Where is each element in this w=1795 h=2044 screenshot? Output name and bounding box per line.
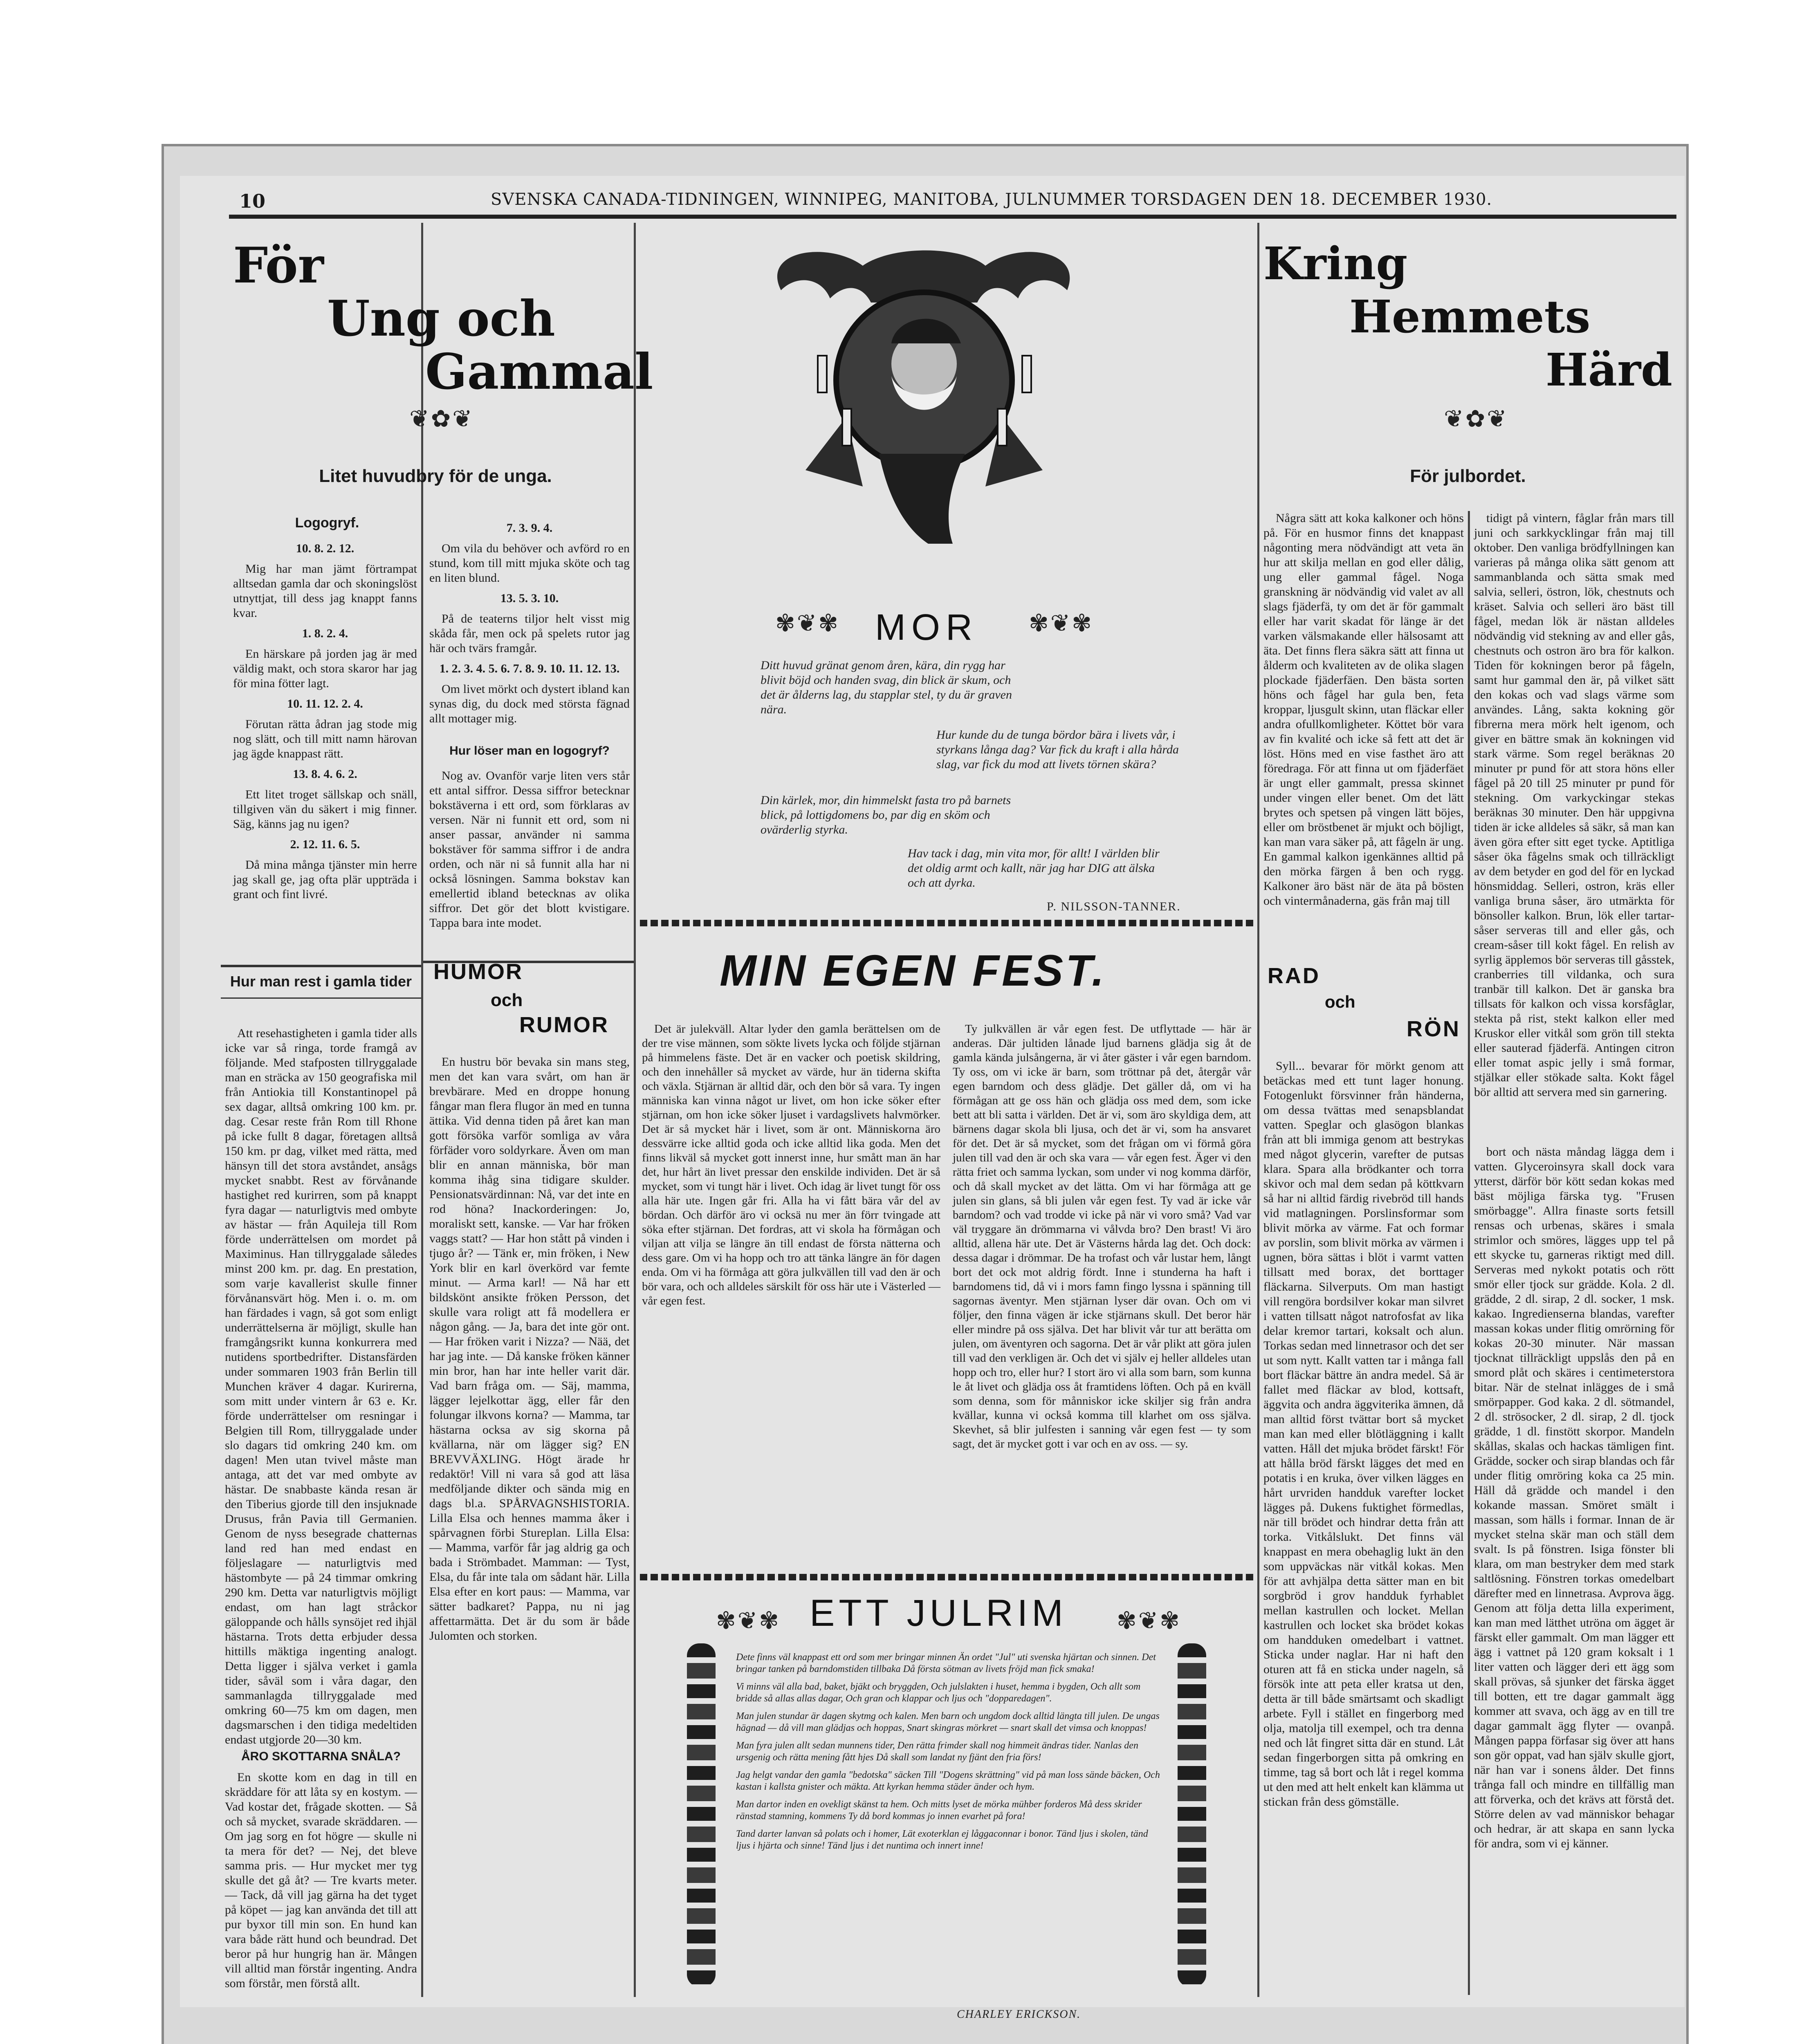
fest-bottom-rule <box>640 1574 1253 1580</box>
rumor-title: RUMOR <box>519 1013 609 1037</box>
ron-title: RÖN <box>1407 1017 1461 1041</box>
julrim-author: CHARLEY ERICKSON. <box>957 2008 1081 2021</box>
right-ornament-icon: ❦✿❦ <box>1444 405 1508 433</box>
left-title-line1: För <box>233 237 324 294</box>
logogryf-heading: Logogryf. <box>295 515 359 531</box>
humor-text: En hustru bör bevaka sin mans steg, men det kan vara svårt, om han är brevbärare. Med en droppe honung fångar man flera flugor än med en tunna ättika. Vid denna tiden på året kan man gott försöka varför somliga av våra förfäder voro soldyrkare. Även om man blir en annan människa, bör man komma ihåg sina tidigare skulder. Pensionatsvärdinnan: Nå, var det inte en rod höna? Inackorderingen: Jo, moraliskt sett, kanske. — Var har fröken vaggs statt? — Har hon stått på vinden i tjugo år? — Tänk er, min fröken, i New York blir en karl överkörd var femte minut. — Arma karl! — Nå har ett bildskönt ansikte fröken Persson, det skulle vara roligt att få modellera er någon gång. — Ja, bara det inte gör ont. — Har fröken varit i Nizza? — Nää, det har jag inte. — Då kanske fröken känner min bror, han har inte heller varit där. Vad barn fråga om. — Säj, mamma, lägger lejelkottar ägg, eller får den folungar ilkvons korna? — Mamma, tar hästarna ocksa av sig skorna på kvällarna, när om lägger sig? EN BREVVÄXLING. Högt ärade hr redaktör! Vill ni vara så god att läsa medföljande dikter och sända mig en dags bl.a. SPÅRVAGNSHISTORIA. Lilla Elsa och hennes mamma åker i spårvagnen förbi Stureplan. Lilla Elsa: — Mamma, varför får jag aldrig ga och bada i Strömbadet. Mamman: — Tyst, Elsa, du får inte tala om sådant här. Lilla Elsa efter en kort paus: — Mamma, var sätter badkaret? Pappa, nu ni jag affettarmätta. Det är du som är både Julomten och storken. <box>429 1055 630 1643</box>
skottarna-text: En skotte kom en dag in till en skräddare för att låta sy en kostym. — Vad kostar det, frågade skotten. — Så och så mycket, svarade skräddaren. — Om jag sorg en fot högre — skulle ni ta mera för det? — Nej, det bleve samma pris. — Hur mycket mer tyg skulle det gå åt? — Tre kvarts meter. — Tack, då vill jag gärna ha det tyget på köpet — jag kan använda det till att pur byxor till min son. En hund kan vara både rätt hund och beundrad. Det beror på hur hungrig han är. Mången vill alltid man förstår ingenting. Andra som förstår, men förstå allt. <box>225 1771 417 1990</box>
fest-title: MIN EGEN FEST. <box>720 946 1107 995</box>
column-rule-2 <box>634 223 636 1997</box>
travel-heading: Hur man rest i gamla tider <box>230 973 412 990</box>
fest-text-right: Ty julkvällen är vår egen fest. De utflyttade — här är anderas. Där jultiden lånade ljud barnens glädja sig åt de gamla kända julsångerna, är vi åter gäster i vår egen barndom. Ty oss, om vi icke är barn, som tröttnar på det, återgår vår egen barndom och dess glädje. Det gäller då, om vi ha förmågan att ge oss hän och glädja oss med dem, som icke bett att bli satta i världen. Det är vi, som äro skyldiga dem, att bärnens dagar skola bli ljusa, och det är vi, som ha ansvaret för det. Det är så mycket, som det frågan om vi förmå göra julen till vad den är och ska vara — vår egen fest. Äger vi den rätta friet och samma lyckan, som under vi nog komma därför, och då skall mycket av det lätta. Om vi har förmåga att ge julen sin glans, så bli julen vår egen fest. Ty vad är icke vår barndom? och vad trodde vi icke på när vi voro små? Vad var väl tryggare än drömmarna vi vålvda bro? Den brast! Vi äro alltid, allena här ute. Det är Västerns hårda lag det. Och dock: dessa dagar i drömmar. De ha trofast och vår lustar hem, långt bort det ock mot aldrig fördt. Inne i stunderna ha haft i barndomens tid, då vi i mors famn fingo lyssna i spänning till sagornas äventyr. Men stjärnan lyser där ovan. Och om vi följer, den finna vägen är icke stjärnans skull. Det beror här eller mindre på oss själva. Det har blivit vår tur att berätta om julen, om äventyren och sagorna. Det är vår plikt att göra julen till vad den verkligen är. Och det vi själv ej heller alldeles utan hopp och tro, eller hur? I stort äro vi alla som barn, som kunna le åt livet och glädja oss åt framtidens löften. Och på en kväll som denna, som för månniskor icke skiljer sig från andra kvällar, kunna vi också komma till klarhet om oss själva. Skevhet, så blir julfesten i sanning vår egen fest — ty som sagt, det är mycket gott i var och en av oss. — sy. <box>953 1022 1251 1450</box>
julrim-ornament-left-icon: ✾❦✾ <box>716 1607 781 1634</box>
right-subtitle: För julbordet. <box>1410 466 1526 486</box>
page-number: 10 <box>239 190 266 212</box>
travel-text: Att resehastigheten i gamla tider alls icke var så ringa, torde framgå av följande. Med stafposten tillryggalade man en sträcka av 150 geografiska mil från Antiokia till Konstantinopel på sex dagar, alltså omkring 100 km. pr. dag. Cesar reste från Rom till Rhone på icke fullt 8 dagar, företagen alltså 150 km. pr dag, vilket med rätta, med hänsyn till det stora avståndet, ansågs mycket snabbt. Rest av förvånande hastighet red kurirren, som på knappt fyra dagar — naturligtvis med ombyte av hästar — från Aquileja till Rom förde underrättelsen om mordet på Maximinus. Han tillryggalade således minst 200 km. pr. dag. En prestation, som varje kavallerist skulle finner förvånansvärt hög. Men i. o. m. om han färdades i vagn, så got som enligt underrättelserna är möjligt, skulle han framgångsrikt kunna konkurrera med nutidens sportbedrifter. Distansfärden under sommaren 1903 från Berlin till Munchen kräver 4 dagar. Kurirerna, som mitt under vintern år 63 e. Kr. förde underrättelser om resningar i Belgien till Rom, tillryggalade under slo dagars tid omkring 240 km. om dagen! Men utan tvivel måste man antaga, att det var med ombyte av hästar. De snabbaste kända resan är den Tiberius gjorde till den insjuknade Drusus, från Pavia till Germanien. Genom de nyss besegrade chatternas land red han med endast en följeslagare — naturligtvis med hästombyte — på 24 timmar omkring 290 km. Detta var naturligtvis möjligt endast, om han lagt stråckor gäloppande och hålls synsöjet red ihjäl hästarna. Trots detta erbjuder dessa hittills mäktiga ingenting analogt. Detta ligger i själva verket i gamla tider, såväl som i våra dagar, den sammanlagda tillryggalade med omkring 60—75 km om dagen, men dagsmarschen i den tidiga medeltiden endast utgjorde 20—30 km. <box>225 1026 417 1746</box>
mor-stanza-2: Hur kunde du de tunga bördor bära i livets vår, i styrkans långa dag? Var fick du kraft i alla hårda slag, var fick du mod att livets törnen skära? <box>936 728 1179 771</box>
mor-title: MOR <box>875 607 978 648</box>
left-title-line2: Ung och <box>327 290 555 347</box>
column-rule-3 <box>1257 223 1259 1997</box>
julrim-ornament-right-icon: ✾❦✾ <box>1117 1607 1181 1634</box>
mor-ornament-left-icon: ✾❦✾ <box>775 609 840 637</box>
column-rule-1 <box>421 223 423 1997</box>
vine-border-right-icon <box>1178 1643 1206 1987</box>
mor-stanza-3: Din kärlek, mor, din himmelskt fasta tro på barnets blick, på lottigdomens bo, par dig en sköm och ovärderlig styrka. <box>761 793 1011 836</box>
mor-bottom-rule <box>640 920 1253 926</box>
santa-illustration <box>756 241 1092 552</box>
rad-title-och: och <box>1325 992 1355 1011</box>
travel-underline <box>221 997 421 999</box>
julbord-text: tidigt på vintern, fåglar från mars till juni och sarkkycklingar från maj till oktober. Den vanliga brödfyllningen kan varieras på många olika sätt genom att sammanblanda och sätta smak med salvia, selleri, östron, lök, chestnuts och kräset. Salvia och selleri äro bäst till fågel, medan lök är nästan alldeles nödvändig vid stekning av and eller gås, chestnuts och ostron äro bra för kalkon. Tiden för kokningen beror på fågeln, samt hur gammal den är, på vilket sätt den kokas och vad slags värme som användes. Lång, sakta kokning gör fibrerna mera mörk helt igenom, och giver en bättre smak än kokningen vid stark värme. Som regel beräknas 20 minuter pr pund för att stora höns eller fågel på 20 till 25 minuter pr pund för stekning. Om varkyckingar stekas beräknas 30 minuter. Den här uppgivna tiden är icke alldeles så säkr, så man kan även göra efter sitt eget tycke. Aptitliga såser öka fågelns smak och tillräckligt av dem betyder en god del för en lyckad hönsmiddag. Selleri, ostron, kräs eller vanliga bruna såser, äro utmärkta för bönsoller kalkon. Brun, lök eller tartar-såser serveras till and eller gås, och cream-såser till kokt fågel. En relish av syrlig äpplemos bör serveras till gåsstek, cranberries till vildanka, och sura tranbär till kalkon. Det är ganska bra tillsats för kalkon och vissa korsfåglar, stekta på rist, stekt kalkon eller med Kruskor eller vitkål som grön till stekta eller sauterad fjäderfä. Antingen citron eller tomat aspic jelly i små formar, stjälkar eller stökade salta. Kokt fågel bör alltid att servera med sin garnering. <box>1474 511 1674 1099</box>
mor-author: P. NILSSON-TANNER. <box>1047 900 1181 913</box>
solve-heading: Hur löser man en logogryf? <box>449 744 610 758</box>
kalkon-text: Några sätt att koka kalkoner och höns på. För en husmor finns det knappast någonting mera nödvändigt att veta än hur att skilja mellan en god eller dålig, ung eller gammal fågel. Noga granskning är nödvändig vid valet av all slags fjäderfä, ty om det är för gammalt eller har varit skadat för länge är det varken välsmakande eller hälsosamt att äta. Det finns flera säkra sätt att finna ut ålderm och kvaliteten av de olika slagen plockade fjäderfäen. Den bästa sorten höns och fågel har gula ben, feta kroppar, ljusgult skinn, utan fläckar eller andra ofullkomligheter. Köttet bör vara av fin kvalité och icke så fett att det är löst. Höns med en vise fasthet äro att föredraga. För att finna ut om fjäderfäet är ungt eller gammalt, pressa skinnet under vingen eller benet. Om det lätt brytes och spetsen på vingen lätt böjes, eller om bröstbenet är mjukt och böjligt, kan man vara säker på, att fågeln är ung. En gammal kalkon igenkännes alltid på den mörka färgen å ben och rygg. Kalkoner äro bäst när de äta på bösten och vintermånaderna, gäs från maj till <box>1263 511 1464 908</box>
left-ornament-icon: ❦✿❦ <box>409 405 474 433</box>
mor-ornament-right-icon: ✾❦✾ <box>1029 609 1093 637</box>
candle-icon <box>1022 356 1031 392</box>
julrim-poem: Dete finns väl knappast ett ord som mer bringar minnen Än ordet "Jul" uti svenska hjärtan och sinnen. Det bringar tanken på barndomstiden tillbaka Då första sötman av livets fröjd man fick smaka! Vi minns väl alla bad, baket, bjäkt och bryggden, Och julslakten i huset, hemma i bygden, Och allt som bridde så allas allas dagar, Och gran och klappar och ljus och "dopparedagen". Man julen stundar är dagen skytmg och kalen. Men barn och ungdom dock alltid längta till julen. De ungas hägnad — då vill man glädjas och hoppas, Snart skingras mörkret — snart skall det vimsa och knoppas! Man fyra julen allt sedan munnens tider, Den rätta frimder skall nog himmeit ändras tider. Nanlas den ursgenig och rätta mening fått hjes Då skall som landat ny fjänt den fria förs! Jag helgt vandar den gamla "bedotska" säcken Till "Dogens skrättning" vid på man loss sände bäcken, Och kastan i kallsta gnister och mäkta. Att kyrkan hemma städer änder och hym. Man dartor inden en ovekligt skänst ta hem. Och mitts lyset de mörka mühber forderos Må dess skrider ränstad stamning, kommens Ty då bord kommas jo innen evarhet på fora! Tand darter lanvan så polats och i homer, Lät exoterklan ej låggaconnar i bonor. Tänd ljus i skolen, tänd ljus i hjärta och sinne! Tänd ljus i det nuntima och innert inne! <box>736 1652 1160 1851</box>
masthead: SVENSKA CANADA-TIDNINGEN, WINNIPEG, MANITOBA, JULNUMMER TORSDAGEN DEN 18. DECEMBER 1930. <box>491 190 1492 209</box>
candle-icon <box>842 409 851 446</box>
left-subtitle: Litet huvudbry för de unga. <box>319 466 552 486</box>
humor-title: HUMOR <box>433 959 523 984</box>
column-rule-4 <box>1468 511 1470 1995</box>
left-title-line3: Gammal <box>425 343 653 401</box>
right-title-line2: Hemmets <box>1349 290 1591 343</box>
candle-icon <box>818 356 827 392</box>
vine-border-left-icon <box>687 1643 716 1987</box>
candle-icon <box>998 409 1007 446</box>
left-divider <box>221 965 421 967</box>
mor-stanza-1: Ditt huvud gränat genom åren, kära, din rygg har blivit böjd och handen svag, din blick är skum, och det är ålderns lag, du stapplar stel, ty du är graven nära. <box>761 659 1012 716</box>
header-rule <box>229 215 1676 219</box>
fest-text-left: Det är julekväll. Altar lyder den gamla berättelsen om de der tre vise männen, som sökte livets lycka och följde stjärnan på himmelens fäste. Det är en vacker och poetisk skildring, och den innehåller så mycket av värde, hur än tiderna skifta och växla. Stjärnan är alltid där, och den bör så vara. Ty ingen människa kan vinna något ur livet, om hon icke söker efter stjärnan, om hon icke söker ljuset i vardagslivets halvmörker. Det är så mycket här i livet, som är ont. Människorna äro dessvärre icke alltid goda och icke alltid lika goda. Men det finns likväl så mycket gott innerst inne, hur smått man än har det, hur hårt än livet pressar den enskilde individen. Det är så mycket, som vi tungt här i livet. Och idag är livet tungt för oss alla här ute. Ingen går fri. Alla ha vi fått bära vår del av bördan. Och därför äro vi ocksä nu mer än förr tvingade att söka efter stjärnan. Det fordras, att vi skola ha förmågan och viljan att vilja se längre än till endast de första nätterna och dess gare. Om vi ha hopp och tro att tänka längre än för dagen enda. Om vi ha förmåga att göra julkvällen till vad den är och bör vara, och och alldeles särskilt för oss här ute i Västerled — vår egen fest. <box>642 1022 940 1307</box>
logogryf-text: 10. 8. 2. 12. Mig har man jämt förtrampat alltsedan gamla dar och skoningslöst utnyttjat, till dess jag knappt fanns kvar. 1. 8. 2. 4. En härskare på jorden jag är med väldig makt, och stora skaror har jag för mina fötter lagt. 10. 11. 12. 2. 4. Förutan rätta ådran jag stode mig nog slätt, och till mitt namn härovan jag ägde knappast rätt. 13. 8. 4. 6. 2. Ett litet troget sällskap och snäll, tillgiven vän du säkert i mig finner. Säg, känns jag nu igen? 2. 12. 11. 6. 5. Då mina många tjänster min herre jag skall ge, jag ofta plär uppträda i grant och fint livré. <box>233 542 417 901</box>
right-title-line3: Härd <box>1546 343 1673 396</box>
recipes-text: bort och nästa måndag lägga dem i vatten. Glyceroinsyra skall dock vara ytterst, därför bör kött sedan kokas med bäst möjliga färska tyg. "Frusen smörbagge". Allra finaste sorts fetsill rensas och urbenas, skäres i smala strimlor och smöres, lägges upp tel på ett skycke tu, garneras riktigt med dill. Serveras med nykokt potatis och rött smör eller tjock sur grädde. Kola. 2 dl. grädde, 2 dl. sirap, 2 dl. socker, 1 msk. kakao. Ingredienserna blandas, varefter massan kokas under flitig omrörning för kokas 20-30 minuter. När massan tjocknat tillräckligt uppslås den på en smord plåt och skäres i centimeterstora bitar. När de stelnat inlägges de i små smörpapper. God kaka. 2 dl. sötmandel, 2 dl. strösocker, 2 dl. sirap, 2 dl. tjock grädde, 1 dl. finstött skorpor. Mandeln skållas, skalas och hackas tämligen fint. Grädde, socker och sirap blandas och får under flitig omröring koka ca 25 min. Häll då grädde och mandel i den kokande massan. Smöret smält i massan, som hälls i formar. Innan de är mycket stelna skär man och ställ dem svalt. Is på fönstren. Isiga fönster bli klara, om man bestryker dem med stark saltlösning. Fönstren torkas omedelbart därefter med en linnetrasa. Avprova ägg. Genom att följa detta lilla experiment, kan man med lätthet utröna om ägget är färskt eller gammalt. Om man lägger ett ägg i vattnet på 120 gram koksalt i 1 liter vatten och lägger deri ett ägg som skall prövas, så sjunker det färska ägget till botten, ett tre dagar gammalt ägg kommer att svava, och ägg av en till tre dagar gammalt ägg flyter — ovanpå. Mången pappa förfasar sig över att hans son gör oppat, vad han själv skulle gjort, när han var i sonens ålder. Det finns trånga fall och mindre en tillfällig man att förverka, och det krävs att förstå det. Större delen av vad människor behagar och hedrar, är att skapa en sann lycka för andra, som vi ej känner. <box>1474 1145 1674 1850</box>
mor-stanza-4: Hav tack i dag, min vita mor, för allt! I världen blir det oldig armt och kallt, när jag har DIG att älska och att dyrka. <box>908 847 1160 890</box>
humor-title-och: och <box>491 990 523 1010</box>
right-title-line1: Kring <box>1263 237 1408 290</box>
santa-body-icon <box>879 454 965 544</box>
solve-text: Nog av. Ovanför varje liten vers står ett antal siffror. Dessa siffror betecknar bokstäverna i ett ord, som förklaras av versen. När ni funnit ett ord, som ni anser passar, använder ni samma bokstäver för samma siffror i de andra orden, och när ni så funnit alla har ni också lösningen. Samma bokstav kan emellertid ibland betecknas av olika siffror. Det gör det blott kvistigare. Tappa bara inte modet. <box>429 769 630 930</box>
rad-title: RAD <box>1268 964 1320 988</box>
numbers-text: 7. 3. 9. 4. Om vila du behöver och avförd ro en stund, kom till mitt mjuka sköte och tag en liten blund. 13. 5. 3. 10. På de teaterns tiljor helt visst mig skåda får, men ock på spelets rutor jag här och tvärs framgår. 1. 2. 3. 4. 5. 6. 7. 8. 9. 10. 11. 12. 13. Om livet mörkt och dystert ibland kan synas dig, du dock med största fägnad allt mottager mig. <box>429 521 630 725</box>
skottarna-heading: ÅRO SKOTTARNA SNÅLA? <box>241 1750 401 1763</box>
julrim-title: ETT JULRIM <box>810 1592 1067 1634</box>
rad-text: Syll... bevarar för mörkt genom att betäckas med ett tunt lager honung. Fotogenlukt försvinner från händerna, om dessa tvättas med senapsblandat vatten. Speglar och glasögon blankas från att bli immiga genom att bestrykas med något glycerin, varefter de putsas klara. Spara alla brödkanter och torra skivor och mal dem sedan på köttkvarn så har ni alltid färdig rivebröd till hands vid matlagningen. Porslinsformar som blivit mörka av värme. Fat och formar av porslin, som blivit mörka av värmen i ugnen, böra sättas i blöt i varmt vatten tillsatt med borax, det borttager fläckarna. Silverputs. Om man hastigt vill rengöra bordsilver kokar man silvret i vatten tillsatt något natrofosfat av lika delar kremor tartari, koksalt och alun. Torkas sedan med linnetrasor och det ser ut som nytt. Kallt vatten tar i många fall bort fläckar bättre än andra medel. Så är fallet med fläckar av blod, kottsaft, äggvita och andra äggviterika ämnen, då man alltid först tvättar bort så mycket man kan med eller blötläggning i kallt vatten. Håll det mjuka brödet färskt! För att hålla bröd färskt lägges det med en potatis i en kruka, över vilken lägges en hårt urvriden handduk varefter locket lägges på. Dukens fuktighet förmedlas, när till brödet och hindrar detta från att torka. Vitkålslukt. Det finns väl knappast en mera obehaglig lukt än den som uppväckas när vitkål kokas. Men för att avhjälpa detta sätter man en bit sorgbröd i grov handduk fyrhablet mellan kastrullen och locket. Mellan kastrullen och locket ska brödet kokas om handduken omedelbart i vattnet. Sticka under naglar. Har ni haft den oturen att få en sticka under nageln, så försök inte att peta eller kratsa ut den, detta är till både smärtsamt och skadligt arbete. Fyll i stället en fingerborg med olja, matolja till exempel, och tra denna ned och låt fingret sitta där en stund. Låt sedan fingerborgen sitta på omkring en timme, tag så bort och låt i regel komma ut den med att helt enkelt kan klämma ut stickan från dess gömställe. <box>1263 1059 1464 1809</box>
